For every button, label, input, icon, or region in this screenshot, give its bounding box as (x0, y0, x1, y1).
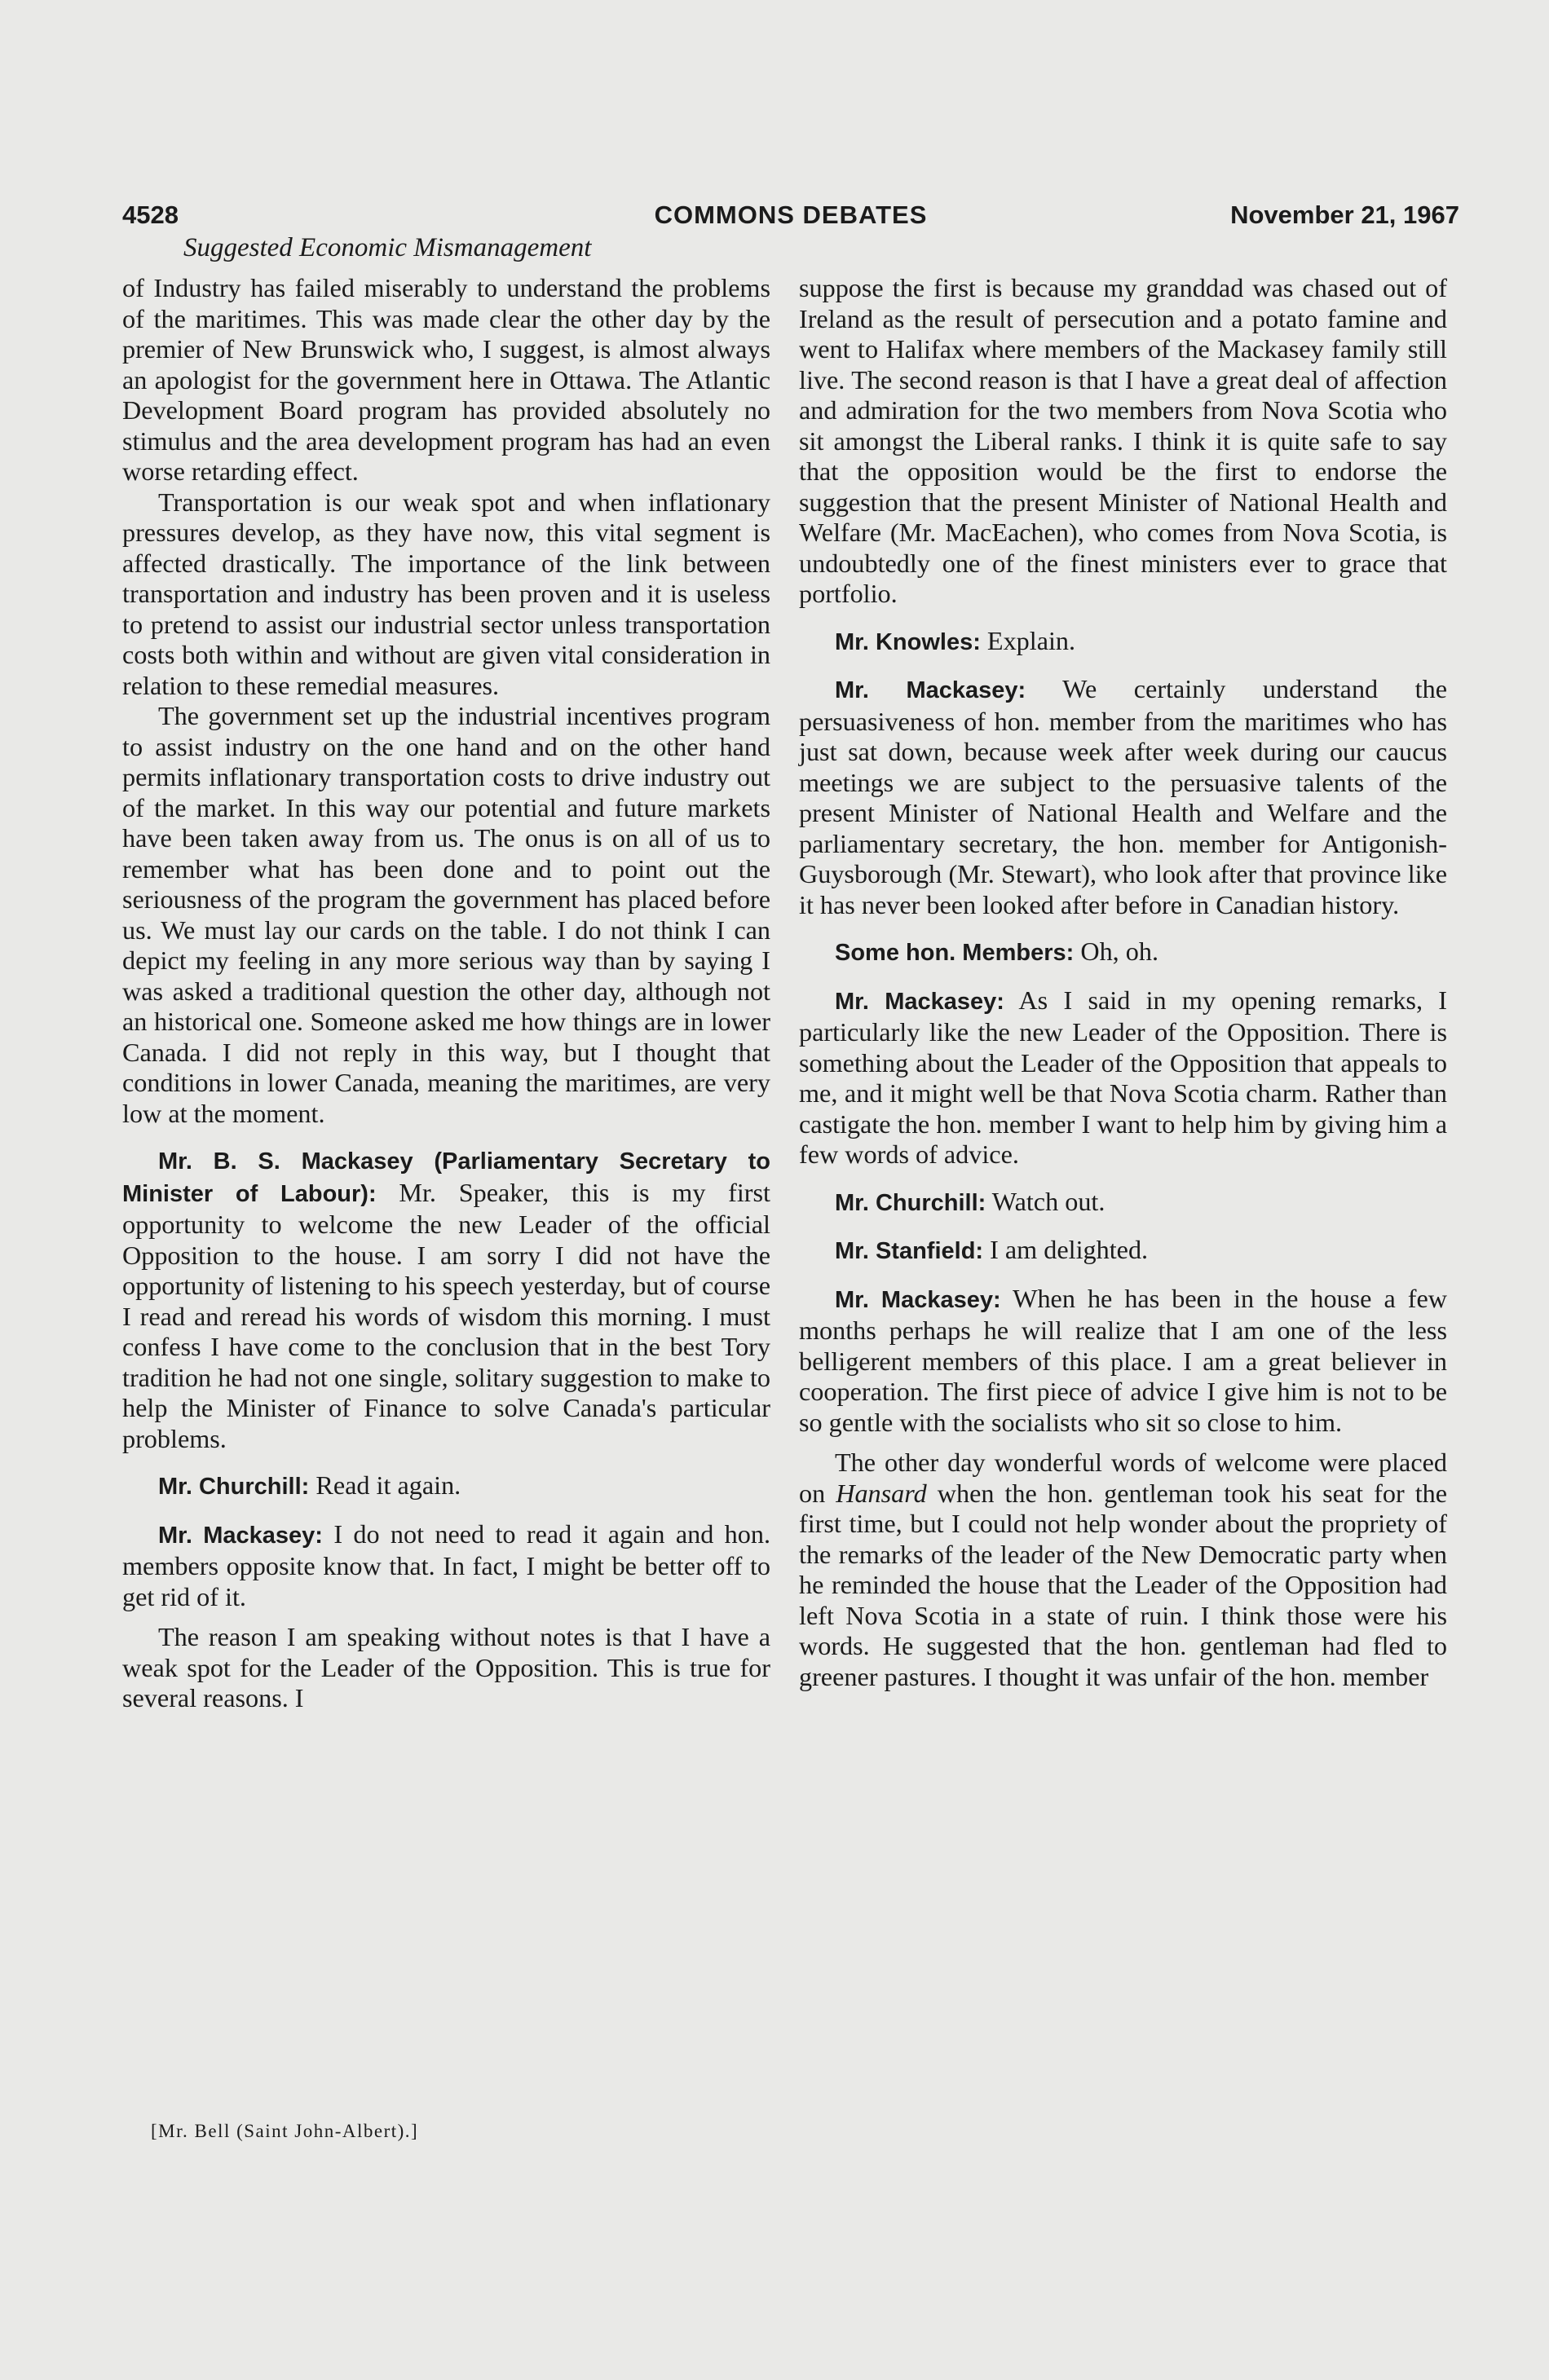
paragraph: The reason I am speaking without notes is that I have a weak spot for the Leader of the Opposition. This is true for several reasons. I (122, 1622, 770, 1712)
speech-paragraph (122, 1145, 770, 1454)
right-column (799, 273, 1447, 1692)
paragraph-text: when the hon. gentleman took his seat for the first time, but I could not help wonder about the propriety of the remarks of the leader of the New Democratic party when he reminded the house that the Leader of the Opposition had left Nova Scotia in a state of ruin. I think those were his words. He suggested that the hon. gentleman had fled to greener pastures. I thought it was unfair of the hon. member (799, 1478, 1448, 1691)
header-date: November 21, 1967 (1230, 201, 1459, 229)
speaker-name: Mr. Churchill: (835, 1189, 986, 1216)
paragraph (799, 1448, 1447, 1692)
speaker-name: Mr. Churchill: (158, 1474, 310, 1500)
speech-paragraph (799, 1284, 1447, 1439)
hansard-title: Hansard (836, 1478, 927, 1508)
speech-paragraph (799, 1235, 1447, 1267)
speaker-name: Mr. Mackasey: (835, 677, 1026, 703)
speech-text: Explain. (986, 625, 1076, 655)
speech-text: As I said in my opening remarks, I particularly like the new Leader of the Opposition. There is something about the Leader of the Opposition that appeals to me, and it might well be that Nova Scotia charm. Rather than castigate the hon. member I want to help him by giving him a few words of advice. (799, 985, 1448, 1169)
paragraph-text: The other day wonderful words of welcome were placed on (799, 1448, 1447, 1508)
speech-text: I do not need to read it again and hon. members opposite know that. In fact, I might be better off to get rid of it. (122, 1518, 771, 1611)
speech-text: When he has been in the house a few months perhaps he will realize that I am one of the less belligerent members of this place. I am a great believer in cooperation. The first piece of advice I give him is not to be so gentle with the socialists who sit so close to him. (799, 1283, 1448, 1437)
speaker-name: Mr. Stanfield: (835, 1238, 984, 1264)
speech-text: We certainly understand the persuasiveness of hon. member from the maritimes who has just sat down, because week after week during our caucus meetings we are subject to the persuasive talents of the present Minister of National Health and Welfare and the parliamentary secretary, the hon. member for Antigonish-Guysborough (Mr. Stewart), who look after that province like it has never been looked after before in Canadian history. (799, 674, 1448, 919)
speech-text: Mr. Speaker, this is my first opportunity to welcome the new Leader of the official Opposition to the house. I am sorry I did not have the opportunity of listening to his speech yesterday, but of course I read and reread his words of wisdom this morning. I must confess I have come to the conclusion that in the best Tory tradition he had not one single, solitary suggestion to make to help the Minister of Finance to solve Canada's particular problems. (122, 1177, 770, 1453)
speaker-name: Mr. Mackasey: (835, 1286, 1001, 1313)
publication-title: COMMONS DEBATES (654, 201, 928, 229)
speech-paragraph (122, 1470, 770, 1503)
page-footer: [Mr. Bell (Saint John-Albert).] (151, 2121, 419, 2141)
paragraph: The government set up the industrial incentives program to assist industry on the one hand and on the other hand permits inflationary transportation costs to drive industry out of the market. In this way our potential and future markets have been taken away from us. The onus is on all of us to remember what has been done and to point out the seriousness of the program the government has placed before us. We must lay our cards on the table. I do not think I can depict my feeling in any more serious way than by saying I was asked a traditional question the other day, although not an historical one. Someone asked me how things are in lower Canada. I did not reply in this way, but I thought that conditions in lower Canada, meaning the maritimes, are very low at the moment. (122, 701, 770, 1128)
paragraph: suppose the first is because my granddad was chased out of Ireland as the result of persecution and a potato famine and went to Halifax where members of the Mackasey family still live. The second reason is that I have a great deal of affection and admiration for the two members from Nova Scotia who sit amongst the Liberal ranks. I think it is quite safe to say that the opposition would be the first to endorse the suggestion that the present Minister of National Health and Welfare (Mr. MacEachen), who comes from Nova Scotia, is undoubtedly one of the finest ministers ever to grace that portfolio. (799, 273, 1447, 608)
speaker-name: Mr. Knowles: (835, 628, 981, 655)
speech-text: Oh, oh. (1080, 937, 1158, 966)
running-title: Suggested Economic Mismanagement (183, 233, 592, 262)
speech-text: I am delighted. (990, 1235, 1149, 1264)
speech-paragraph (799, 937, 1447, 969)
speech-text: Read it again. (316, 1470, 461, 1500)
speech-paragraph (799, 1187, 1447, 1219)
speaker-name: Mr. B. S. Mackasey (Parliamentary Secretary to Minister of Labour): (122, 1148, 770, 1207)
speaker-name: Some hon. Members: (835, 940, 1075, 966)
speech-paragraph (799, 674, 1447, 920)
speaker-name: Mr. Mackasey: (835, 988, 1004, 1015)
speech-paragraph (799, 985, 1447, 1170)
left-column (122, 273, 770, 1714)
speech-paragraph (122, 1519, 770, 1613)
speech-paragraph (799, 626, 1447, 659)
paragraph: Transportation is our weak spot and when inflationary pressures develop, as they have now, this vital segment is affected drastically. The importance of the link between transportation and industry has been proven and it is useless to pretend to assist our industrial sector unless transportation costs both within and without are given vital consideration in relation to these remedial measures. (122, 487, 770, 700)
paragraph: of Industry has failed miserably to understand the problems of the maritimes. This was made clear the other day by the premier of New Brunswick who, I suggest, is almost always an apologist for the government here in Ottawa. The Atlantic Development Board program has provided absolutely no stimulus and the area development program has had an even worse retarding effect. (122, 273, 770, 486)
speech-text: Watch out. (991, 1186, 1105, 1216)
page-number: 4528 (122, 201, 179, 229)
page-header (122, 201, 1459, 233)
speaker-name: Mr. Mackasey: (158, 1522, 323, 1549)
